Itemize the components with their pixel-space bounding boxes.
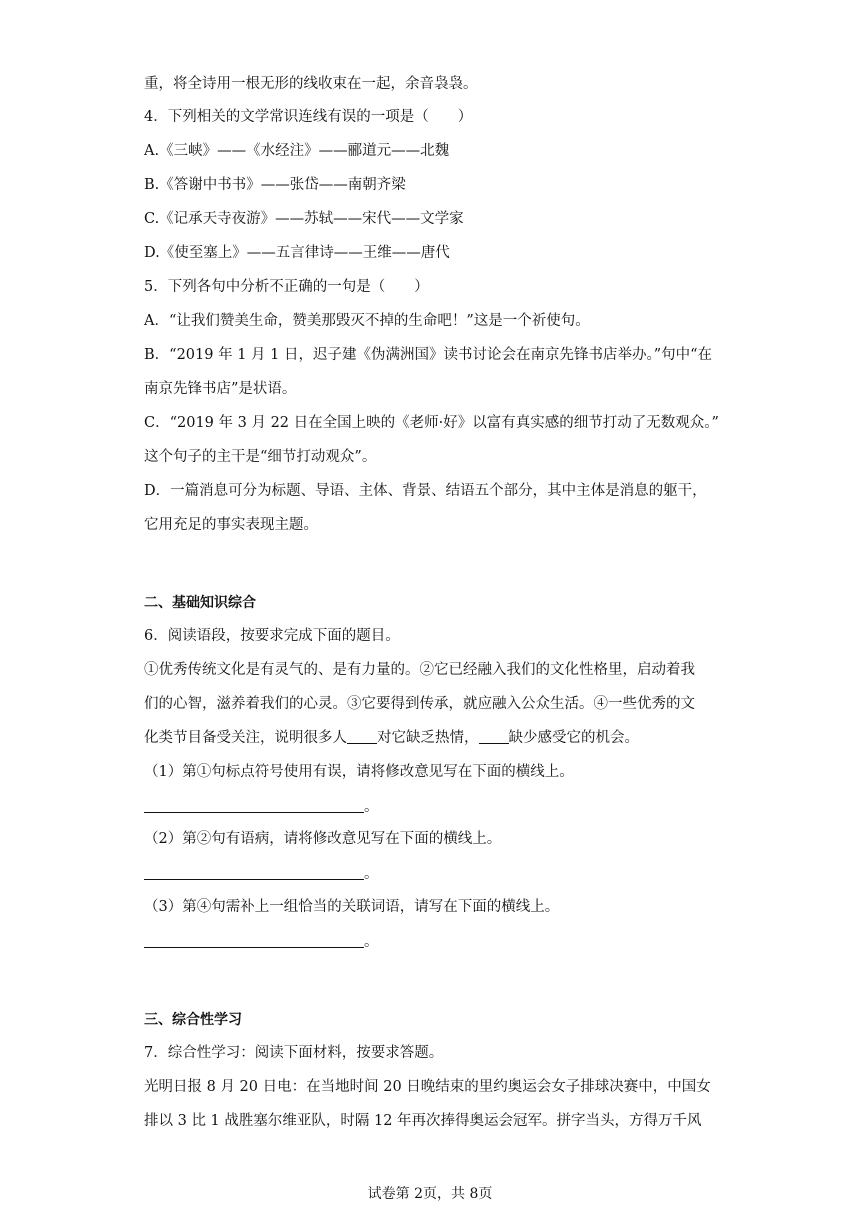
section-3-heading: 三、综合性学习 [144, 1012, 242, 1028]
period: 。 [364, 866, 379, 882]
question-6-sub-1: （1）第①句标点符号使用有误，请将修改意见写在下面的横线上。 [144, 764, 574, 780]
question-6-stem: 6．阅读语段，按要求完成下面的题目。 [144, 628, 400, 644]
question-4-option-b: B.《答谢中书书》——张岱——南朝齐梁 [144, 177, 406, 193]
answer-line[interactable] [144, 798, 364, 813]
question-4-stem: 4．下列相关的文学常识连线有误的一项是（ ） [144, 109, 473, 125]
question-4-option-d: D.《使至塞上》——五言律诗——王维——唐代 [144, 245, 450, 261]
answer-line[interactable] [144, 865, 364, 880]
question-6-sub-3: （3）第④句需补上一组恰当的关联词语，请写在下面的横线上。 [144, 899, 560, 915]
question-4-option-c: C.《记承天寺夜游》——苏轼——宋代——文学家 [144, 211, 464, 227]
question-5-option-c: C．“2019 年 3 月 22 日在全国上映的《老师·好》以富有真实感的细节打动了无数观众。” [144, 415, 719, 431]
answer-row [144, 932, 716, 952]
passage-text: 缺少感受它的机会。 [508, 730, 639, 746]
question-5-option-a: A．“让我们赞美生命，赞美那毁灭不掉的生命吧！”这是一个祈使句。 [144, 313, 590, 329]
question-6-passage-cont [144, 728, 716, 748]
passage-text: 化类节目备受关注，说明很多人 [144, 730, 347, 746]
fill-blank[interactable] [479, 729, 509, 744]
period: 。 [364, 934, 379, 950]
question-7-passage-cont: 排以 3 比 1 战胜塞尔维亚队，时隔 12 年再次捧得奥运会冠军。拼字当头，方得万千风 [144, 1113, 702, 1129]
text-line: 重，将全诗用一根无形的线收束在一起，余音袅袅。 [144, 76, 478, 92]
page-footer: 试卷第 2页，共 8页 [367, 1186, 493, 1202]
question-4-option-a: A.《三峡》——《水经注》——郦道元——北魏 [144, 143, 450, 159]
period: 。 [364, 799, 379, 815]
fill-blank[interactable] [347, 729, 377, 744]
question-5-option-b: B．“2019 年 1 月 1 日，迟子建《伪满洲国》读书讨论会在南京先锋书店举办。”句中“在 [144, 347, 713, 363]
answer-row [144, 797, 716, 817]
question-7-passage: 光明日报 8 月 20 日电：在当地时间 20 日晚结束的里约奥运会女子排球决赛中，中国女 [144, 1079, 711, 1095]
question-7-stem: 7．综合性学习：阅读下面材料，按要求答题。 [144, 1045, 444, 1061]
passage-text: 对它缺乏热情， [377, 730, 479, 746]
question-5-option-d: D．一篇消息可分为标题、导语、主体、背景、结语五个部分，其中主体是消息的躯干， [144, 483, 707, 499]
question-5-option-b-cont: 南京先锋书店”是状语。 [144, 381, 297, 397]
question-5-stem: 5．下列各句中分析不正确的一句是（ ） [144, 279, 429, 295]
answer-row [144, 864, 716, 884]
question-6-passage-cont: 们的心智，滋养着我们的心灵。③它要得到传承，就应融入公众生活。④一些优秀的文 [144, 696, 695, 712]
question-6-sub-2: （2）第②句有语病，请将修改意见写在下面的横线上。 [144, 831, 502, 847]
question-5-option-c-cont: 这个句子的主干是“细节打动观众”。 [144, 449, 377, 465]
question-6-passage: ①优秀传统文化是有灵气的、是有力量的。②它已经融入我们的文化性格里，启动着我 [144, 662, 695, 678]
question-5-option-d-cont: 它用充足的事实表现主题。 [144, 517, 318, 533]
section-2-heading: 二、基础知识综合 [144, 595, 256, 611]
answer-line[interactable] [144, 933, 364, 948]
